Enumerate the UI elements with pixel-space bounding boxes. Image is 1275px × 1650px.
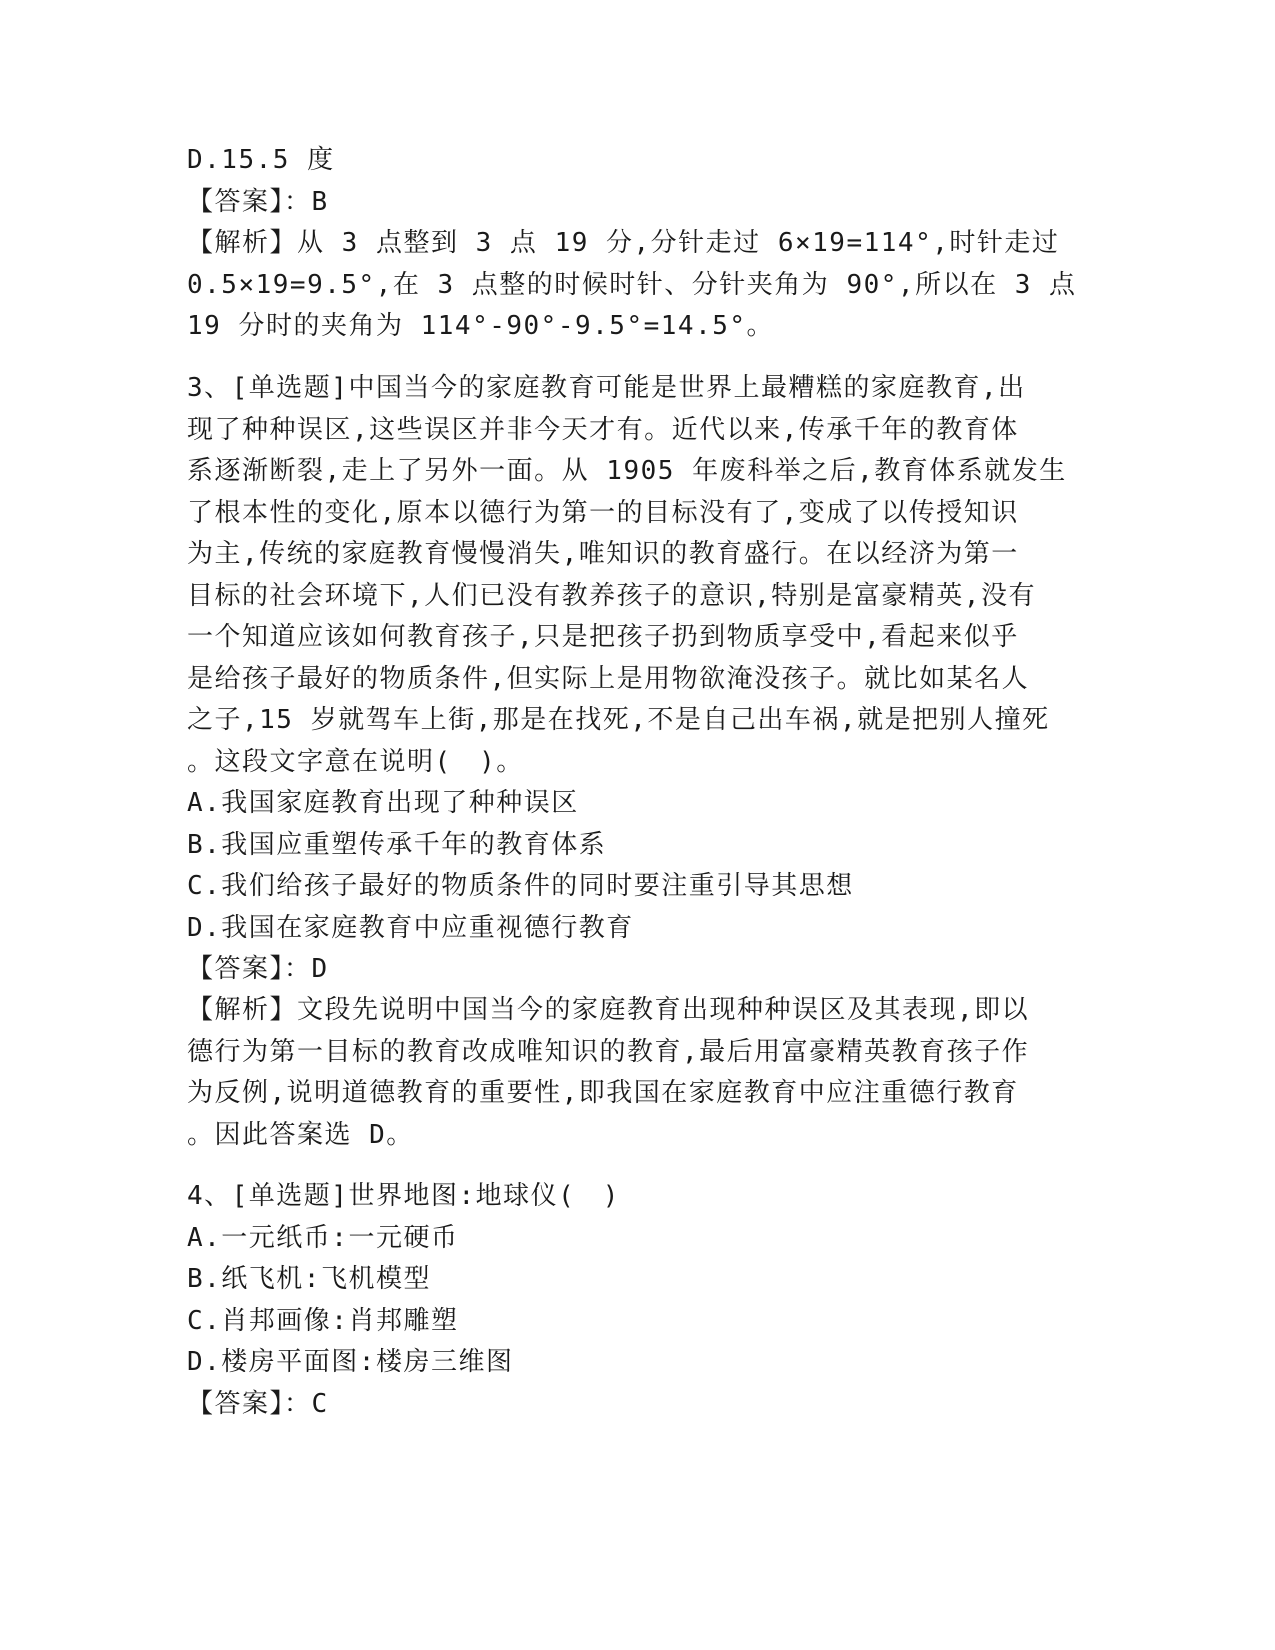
q3-stem-line: 为主,传统的家庭教育慢慢消失,唯知识的教育盛行。在以经济为第一 [187, 539, 1019, 569]
q3-stem-line: 了根本性的变化,原本以德行为第一的目标没有了,变成了以传授知识 [187, 498, 1019, 528]
q3-answer: 【答案】：D [187, 954, 329, 984]
q3-analysis-line: 为反例,说明道德教育的重要性,即我国在家庭教育中应注重德行教育 [187, 1078, 1019, 1108]
q4-answer: 【答案】：C [187, 1389, 329, 1419]
q4-option-b: B.纸飞机:飞机模型 [187, 1264, 431, 1294]
q4-option-d: D.楼房平面图:楼房三维图 [187, 1347, 514, 1377]
q2-option-d: D.15.5 度 [187, 145, 335, 175]
q3-analysis-line: 。因此答案选 D。 [187, 1120, 414, 1150]
q2-analysis-line: 0.5×19=9.5°,在 3 点整的时候时针、分针夹角为 90°,所以在 3 点 [187, 270, 1077, 300]
q3-option-a: A.我国家庭教育出现了种种误区 [187, 788, 579, 818]
q2-analysis-line: 【解析】从 3 点整到 3 点 19 分,分针走过 6×19=114°,时针走过 [187, 228, 1060, 258]
q3-stem-line: 。这段文字意在说明( )。 [187, 747, 524, 777]
q4-option-c: C.肖邦画像:肖邦雕塑 [187, 1306, 459, 1336]
q3-stem-line: 3、[单选题]中国当今的家庭教育可能是世界上最糟糕的家庭教育,出 [187, 373, 1026, 403]
q3-stem-line: 系逐渐断裂,走上了另外一面。从 1905 年废科举之后,教育体系就发生 [187, 456, 1067, 486]
q3-option-b: B.我国应重塑传承千年的教育体系 [187, 830, 607, 860]
q3-stem-line: 一个知道应该如何教育孩子,只是把孩子扔到物质享受中,看起来似乎 [187, 622, 1019, 652]
q4-option-a: A.一元纸币:一元硬币 [187, 1223, 459, 1253]
q3-option-c: C.我们给孩子最好的物质条件的同时要注重引导其思想 [187, 871, 854, 901]
q3-stem-line: 是给孩子最好的物质条件,但实际上是用物欲淹没孩子。就比如某名人 [187, 664, 1030, 694]
q2-analysis-line: 19 分时的夹角为 114°-90°-9.5°=14.5°。 [187, 311, 775, 341]
q3-stem-line: 目标的社会环境下,人们已没有教养孩子的意识,特别是富豪精英,没有 [187, 581, 1036, 611]
q3-analysis-line: 【解析】文段先说明中国当今的家庭教育出现种种误区及其表现,即以 [187, 995, 1030, 1025]
q3-analysis-line: 德行为第一目标的教育改成唯知识的教育,最后用富豪精英教育孩子作 [187, 1037, 1030, 1067]
q2-answer: 【答案】：B [187, 187, 329, 217]
q3-stem-line: 之子,15 岁就驾车上街,那是在找死,不是自己出车祸,就是把别人撞死 [187, 705, 1050, 735]
q3-option-d: D.我国在家庭教育中应重视德行教育 [187, 913, 634, 943]
q4-stem: 4、[单选题]世界地图:地球仪( ) [187, 1181, 620, 1211]
q3-stem-line: 现了种种误区,这些误区并非今天才有。近代以来,传承千年的教育体 [187, 415, 1019, 445]
